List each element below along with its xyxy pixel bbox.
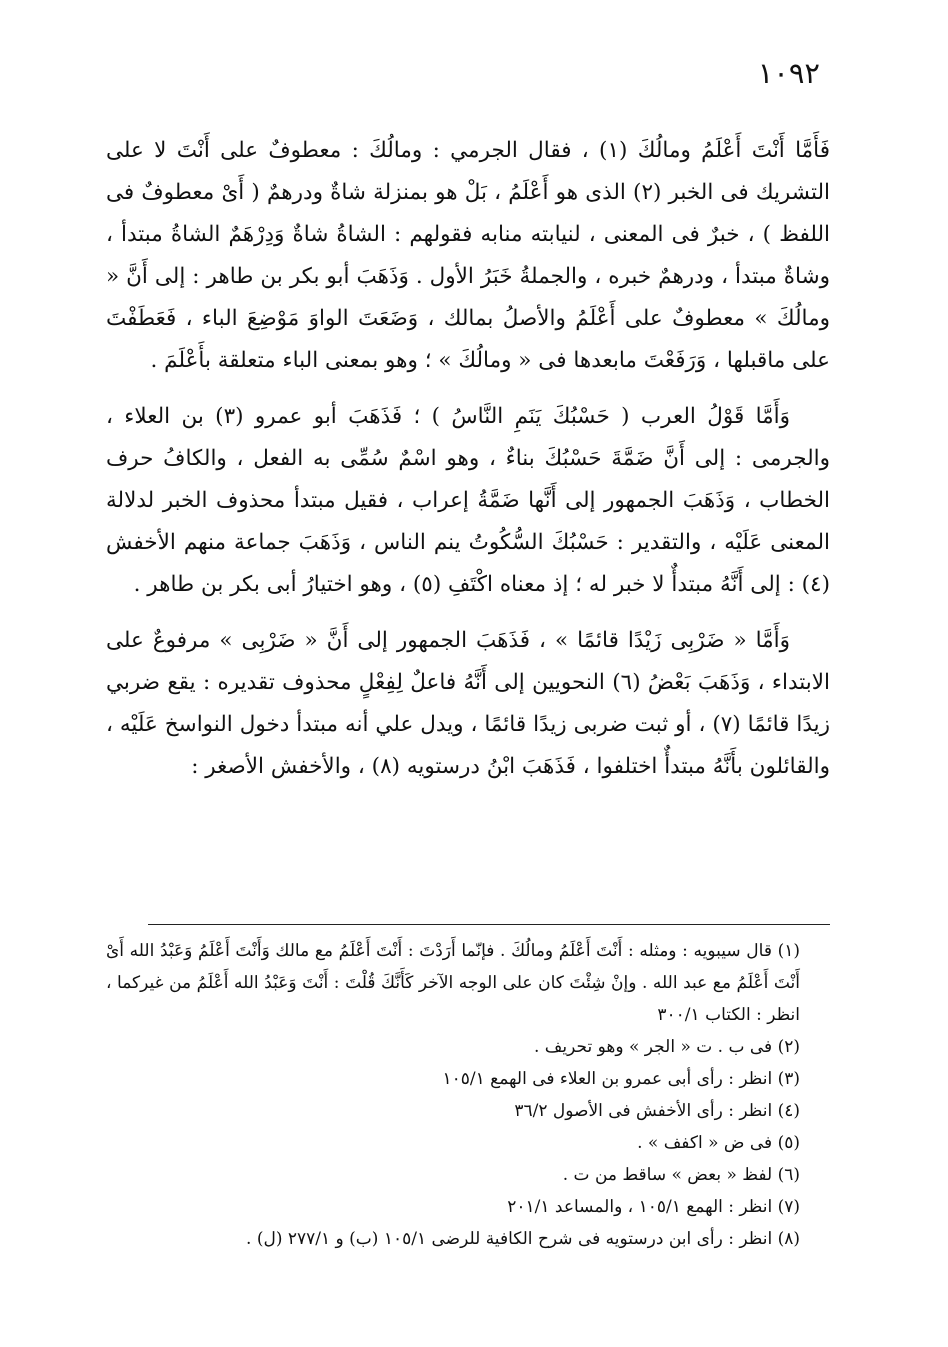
footnote-divider <box>148 924 830 925</box>
footnote: (١) قال سيبويه : ومثله : أَنْتَ أَعْلَمُ ومالُكَ . فإنّما أَرَدْتَ : أَنْتَ أَعْلَمُ مع مالك وَأَنْتَ أَعْلَمُ وَعَبْدُ الله أَىْ أَنْتَ أَعْلَمُ مع عبد الله . وإنْ شِئْتَ كان على الوجه الآخر كَأَنَّكَ قُلْتَ : أَنْتَ وَعَبْدُ الله أَعْلَمُ من غيركما ، انظر : الكتاب ٣٠٠/١ <box>106 941 800 1025</box>
footnote: (٣) انظر : رأى أبى عمرو بن العلاء فى الهمع ١٠٥/١ <box>442 1069 800 1089</box>
page-number: ١٠٩٢ <box>757 56 820 90</box>
paragraph: وَأَمَّا « ضَرْبِى زَيْدًا قائمًا » ، فَذَهَبَ الجمهور إلى أَنَّ « ضَرْبِى » مرفوعٌ على الابتداء ، وَذَهَبَ بَعْضُ (٦) النحويين إلى أَنَّهُ فاعلٌ لِفِعْلٍ محذوف تقديره : يقع ضربي زيدًا قائمًا (٧) ، أو ثبت ضربى زيدًا قائمًا ، ويدل علي أنه مبتدأ دخول النواسخ عَلَيْه ، والقائلون بأَنَّهُ مبتدأٌ اختلفوا ، فَذَهَبَ ابْنُ درستويه (٨) ، والأخفش الأصغر : <box>106 628 830 779</box>
main-text <box>106 130 830 802</box>
footnotes <box>106 935 830 1255</box>
paragraph: وَأَمَّا قَوْلُ العرب ( حَسْبُكَ يَنَمِ النَّاسُ ) ؛ فَذَهَبَ أبو عمرو (٣) بن العلاء ، والجرمى : إلى أَنَّ ضَمَّةَ حَسْبُكَ بناءٌ ، وهو اسْمٌ سُمِّى به الفعل ، والكافُ حرف الخطاب ، وَذَهَبَ الجمهور إلى أَنَّها ضَمَّةُ إعراب ، فقيل مبتدأ محذوف الخبر لدلالة المعنى عَلَيْه ، والتقدير : حَسْبُكَ السُّكُوتُ ينم الناس ، وَذَهَبَ جماعة منهم الأخفش (٤) : إلى أَنَّهُ مبتدأٌ لا خبر له ؛ إذ معناه اكْتَفِ (٥) ، وهو اختيارُ أبى بكر بن طاهر . <box>106 404 830 597</box>
footnote: (٢) فى ب . ت « الجر » وهو تحريف . <box>534 1037 800 1057</box>
footnote: (٦) لفظ « بعض » ساقط من ت . <box>562 1165 800 1185</box>
footnote: (٧) انظر : الهمع ١٠٥/١ ، والمساعد ٢٠١/١ <box>507 1197 800 1217</box>
footnote: (٨) انظر : رأى ابن درستويه فى شرح الكافية للرضى ١٠٥/١ (ب) و ٢٧٧/١ (ل) . <box>246 1229 800 1249</box>
footnote: (٤) انظر : رأى الأخفش فى الأصول ٣٦/٢ <box>514 1101 800 1121</box>
paragraph: فَأَمَّا أَنْتَ أَعْلَمُ ومالُكَ (١) ، فقال الجرمي : ومالُكَ : معطوفٌ على أَنْتَ لا على التشريك فى الخبر (٢) الذى هو أَعْلَمُ ، بَلْ هو بمنزلة شاةٌ ودرهمٌ ( أَىْ معطوفٌ فى اللفظ ) ، خبرٌ فى المعنى ، لنيابته منابه فقولهم : الشاةُ شاةٌ وَدِرْهَمٌ الشاةُ مبتدأ ، وشاةٌ مبتدأ ، ودرهمٌ خبره ، والجملةُ خَبَرُ الأول . وَذَهَبَ أبو بكر بن طاهر : إلى أَنَّ « ومالُكَ » معطوفٌ على أَعْلَمُ والأصلُ بمالك ، وَضَعَتَ الواوَ مَوْضِعَ الباء ، فَعَطَفْتَ على ماقبلها ، وَرَفَعْتَ مابعدها فى « ومالُكَ » ؛ وهو بمعنى الباء متعلقة بأَعْلَمَ . <box>106 138 830 373</box>
footnote: (٥) فى ض « اكفف » . <box>637 1133 800 1153</box>
